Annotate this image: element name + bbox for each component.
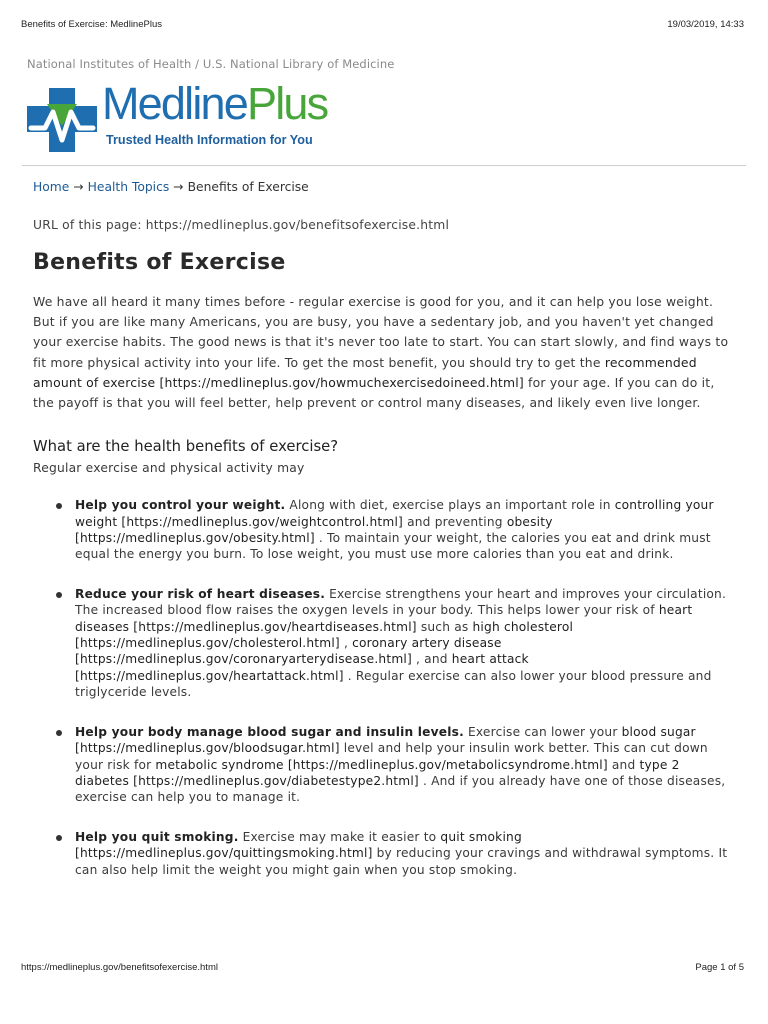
benefit-item-blood-sugar: Help your body manage blood sugar and insulin levels. Exercise can lower your blood sugar [https://medlineplus.gov/bloodsugar.html] level and help your insulin work better. This can cut down your risk for metabolic syndrome [https://medlineplus.gov/metabolicsyndrome.html] and type 2 diabetes [https://medlineplus.gov/diabetestype2.html] . And if you already have one of those diseases, exercise can help you to manage it. <box>33 724 730 806</box>
medlineplus-cross-logo-icon <box>27 88 97 152</box>
obesity-link[interactable]: obesity [https://medlineplus.gov/obesity.html] <box>75 514 553 546</box>
main-content <box>33 177 730 901</box>
intro-paragraph: We have all heard it many times before - regular exercise is good for you, and it can help you lose weight. But if you are like many Americans, you are busy, you have a sedentary job, and you haven't yet changed your exercise habits. The good news is that it's never too late to start. You can start slowly, and find ways to fit more physical activity into your life. To get the most benefit, you should try to get the recommended amount of exercise [https://medlineplus.gov/howmuchexercisedoineed.html] for your age. If you can do it, the payoff is that you will feel better, help prevent or control many diseases, and likely even live longer. <box>33 294 729 411</box>
page-title: Benefits of Exercise <box>33 250 286 275</box>
breadcrumb-current: Benefits of Exercise <box>187 180 309 194</box>
print-header-title: Benefits of Exercise: MedlinePlus <box>21 19 162 30</box>
bullet-icon <box>56 503 62 509</box>
medlineplus-logo[interactable] <box>27 78 357 153</box>
benefit-title: Reduce your risk of heart diseases. <box>75 586 326 601</box>
breadcrumb <box>33 177 730 197</box>
quit-smoking-link[interactable]: quit smoking [https://medlineplus.gov/quittingsmoking.html] <box>75 829 522 861</box>
metabolic-syndrome-link[interactable]: metabolic syndrome [https://medlineplus.gov/metabolicsyndrome.html] <box>155 757 608 772</box>
coronary-artery-disease-link[interactable]: coronary artery disease [https://medlineplus.gov/coronaryarterydisease.html] <box>75 636 502 667</box>
page-url: URL of this page: https://medlineplus.gov/benefitsofexercise.html <box>33 218 450 232</box>
section-intro: Regular exercise and physical activity may <box>33 461 305 476</box>
bullet-icon <box>56 730 62 736</box>
heart-diseases-link[interactable]: heart diseases [https://medlineplus.gov/heartdiseases.html] <box>75 603 693 634</box>
print-footer-url: https://medlineplus.gov/benefitsofexercise.html <box>21 962 218 973</box>
section-heading: What are the health benefits of exercise? <box>33 438 339 456</box>
blood-sugar-link[interactable]: blood sugar [https://medlineplus.gov/bloodsugar.html] <box>75 724 696 756</box>
breadcrumb-separator: → <box>73 180 84 194</box>
bullet-icon <box>56 592 62 598</box>
logo-word-medline: Medline <box>102 78 247 129</box>
breadcrumb-separator: → <box>173 180 184 194</box>
breadcrumb-health-topics-link[interactable]: Health Topics <box>87 180 170 194</box>
benefit-item-weight: Help you control your weight. Along with diet, exercise plays an important role in controlling your weight [https://medlineplus.gov/weightcontrol.html] and preventing obesity [https://medlineplus.gov/obesity.html] . To maintain your weight, the calories you eat and drink must equal the energy you burn. To lose weight, you must use more calories than you eat and drink. <box>33 497 730 563</box>
heart-attack-link[interactable]: heart attack [https://medlineplus.gov/heartattack.html] <box>75 652 529 683</box>
benefit-item-heart: Reduce your risk of heart diseases. Exercise strengthens your heart and improves your circulation. The increased blood flow raises the oxygen levels in your body. This helps lower your risk of heart diseases [https://medlineplus.gov/heartdiseases.html] such as high cholesterol [https://medlineplus.gov/cholesterol.html] , coronary artery disease [https://medlineplus.gov/coronaryarterydisease.html] , and heart attack [https://medlineplus.gov/heartattack.html] . Regular exercise can also lower your blood pressure and triglyceride levels. <box>33 586 730 701</box>
nih-nlm-banner[interactable]: National Institutes of Health / U.S. National Library of Medicine <box>27 57 395 71</box>
print-footer <box>21 962 744 973</box>
logo-tagline: Trusted Health Information for You <box>106 133 313 147</box>
breadcrumb-home-link[interactable]: Home <box>33 180 70 194</box>
benefit-item-smoking: Help you quit smoking. Exercise may make it easier to quit smoking [https://medlineplus.gov/quittingsmoking.html] by reducing your cravings and withdrawal symptoms. It can also help limit the weight you might gain when you stop smoking. <box>33 829 730 878</box>
benefit-title: Help you control your weight. <box>75 498 286 513</box>
logo-wordmark <box>102 78 328 129</box>
print-header <box>21 19 744 30</box>
print-footer-page: Page 1 of 5 <box>695 962 744 973</box>
benefits-list <box>33 497 730 878</box>
header-divider <box>22 165 746 166</box>
print-header-datetime: 19/03/2019, 14:33 <box>667 19 744 30</box>
weight-control-link[interactable]: controlling your weight [https://medlineplus.gov/weightcontrol.html] <box>75 498 714 529</box>
benefit-title: Help your body manage blood sugar and insulin levels. <box>75 724 464 739</box>
recommended-exercise-link[interactable]: recommended amount of exercise [https://medlineplus.gov/howmuchexercisedoineed.html] <box>33 354 697 390</box>
cholesterol-link[interactable]: high cholesterol [https://medlineplus.gov/cholesterol.html] <box>75 619 574 651</box>
type-2-diabetes-link[interactable]: type 2 diabetes [https://medlineplus.gov/diabetestype2.html] <box>75 757 680 788</box>
benefit-title: Help you quit smoking. <box>75 829 239 844</box>
bullet-icon <box>56 835 62 841</box>
logo-word-plus: Plus <box>247 78 328 129</box>
